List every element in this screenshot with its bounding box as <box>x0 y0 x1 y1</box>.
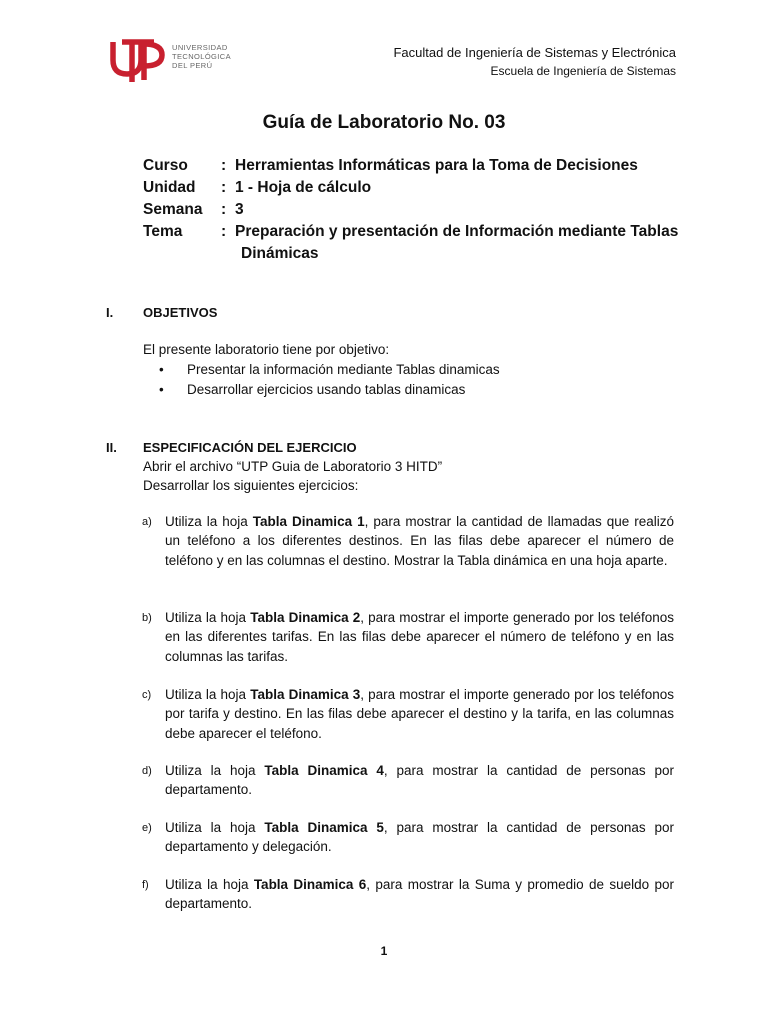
exercise-text: Utiliza la hoja Tabla Dinamica 5, para mostrar la cantidad de personas por departamento y delegación. <box>165 820 675 855</box>
exercise-text: Utiliza la hoja Tabla Dinamica 6, para mostrar la Suma y promedio de sueldo por departamento. <box>165 877 674 912</box>
section-number: I. <box>106 305 114 320</box>
section-number: II. <box>106 440 117 455</box>
list-item-text: Presentar la información mediante Tablas dinamicas <box>187 362 500 377</box>
section-title: ESPECIFICACIÓN DEL EJERCICIO <box>143 440 357 455</box>
meta-tema-continuation: Dinámicas <box>241 245 319 262</box>
logo-wordmark <box>172 43 231 70</box>
meta-unidad <box>143 179 371 197</box>
exercise-letter: a) <box>142 516 152 528</box>
exercise-letter: c) <box>142 689 152 701</box>
meta-value: Herramientas Informáticas para la Toma de Decisiones <box>235 157 638 174</box>
exercise-text: Utiliza la hoja Tabla Dinamica 2, para mostrar el importe generado por los teléfonos en las diferentes tarifas. En las filas debe aparecer el número de teléfono y en las columnas las tarifas. <box>165 610 674 664</box>
meta-key: Tema <box>143 223 183 240</box>
sheet-name: Tabla Dinamica 6 <box>253 877 367 892</box>
exercise-text: Utiliza la hoja Tabla Dinamica 3, para mostrar el importe generado por los teléfonos por tarifa y destino. En las filas debe aparecer el destino y la tarifa, en las columnas debe aparecer el teléfono. <box>165 687 674 741</box>
meta-colon: : <box>221 223 227 240</box>
meta-key: Curso <box>143 157 188 174</box>
page-number: 1 <box>380 944 388 958</box>
meta-key: Semana <box>143 201 203 218</box>
meta-key: Unidad <box>143 179 196 196</box>
objectives-intro: El presente laboratorio tiene por objetivo: <box>143 342 390 357</box>
exercise-letter: d) <box>142 765 152 777</box>
list-item-text: Desarrollar ejercicios usando tablas dinamicas <box>187 382 466 397</box>
meta-curso <box>143 157 638 175</box>
meta-colon: : <box>221 201 227 218</box>
meta-semana <box>143 201 244 219</box>
spec-line-file: Abrir el archivo “UTP Guia de Laboratorio 3 HITD” <box>143 459 443 474</box>
exercise-letter: e) <box>142 822 152 834</box>
bullet-icon: • <box>159 362 164 377</box>
sheet-name: Tabla Dinamica 5 <box>264 820 384 835</box>
sheet-name: Tabla Dinamica 2 <box>250 610 361 625</box>
utp-logo-icon <box>110 36 166 84</box>
exercise-text: Utiliza la hoja Tabla Dinamica 1, para mostrar la cantidad de llamadas que realizó un teléfono a los diferentes destinos. En las filas debe aparecer el número de teléfono y en las columnas el destino. Mostrar la Tabla dinámica en una hoja aparte. <box>165 514 674 568</box>
exercise-letter: f) <box>142 879 149 891</box>
meta-colon: : <box>221 179 227 196</box>
sheet-name: Tabla Dinamica 1 <box>252 514 365 529</box>
sheet-name: Tabla Dinamica 4 <box>264 763 384 778</box>
bullet-icon: • <box>159 382 164 397</box>
meta-value: Preparación y presentación de Información mediante Tablas <box>235 223 679 240</box>
sheet-name: Tabla Dinamica 3 <box>250 687 361 702</box>
logo-line: DEL PERÚ <box>172 61 213 70</box>
meta-colon: : <box>221 157 227 174</box>
exercise-text: Utiliza la hoja Tabla Dinamica 4, para mostrar la cantidad de personas por departamento. <box>165 763 675 798</box>
logo-line: UNIVERSIDAD <box>172 43 228 52</box>
logo-line: TECNOLÓGICA <box>172 52 231 61</box>
page-title: Guía de Laboratorio No. 03 <box>262 112 506 133</box>
meta-tema <box>143 223 678 241</box>
meta-value: 1 - Hoja de cálculo <box>235 179 372 196</box>
section-title: OBJETIVOS <box>143 305 218 320</box>
utp-logo <box>110 36 240 86</box>
spec-line-instructions: Desarrollar los siguientes ejercicios: <box>143 478 359 493</box>
school-name: Escuela de Ingeniería de Sistemas <box>490 64 676 78</box>
faculty-name: Facultad de Ingeniería de Sistemas y Electrónica <box>393 45 676 60</box>
meta-value: 3 <box>235 201 244 218</box>
exercise-letter: b) <box>142 612 152 624</box>
